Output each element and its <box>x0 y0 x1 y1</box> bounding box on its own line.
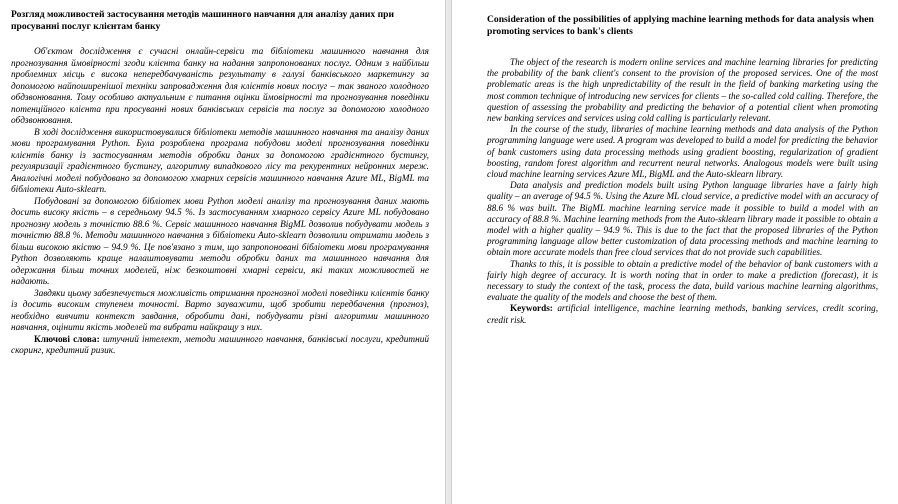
ukrainian-paragraph-3: Побудовані за допомогою бібліотек мови Python моделі аналізу та прогнозування даних мають досить високу якість – в середньому 94.5 %. Із застосуванням хмарного сервісу Azure ML побудовано прогнозну модель з точністю 88.6 %. Сервіс машинного навчання BigML дозволив побудувати модель з точністю 88.8 %. Методи машинного навчання з бібліотеки Auto-sklearn дозволили отримати модель з більш високою якістю – 94.9 %. Це пов'язано з тим, що запропоновані бібліотеки мови програмування Python дозволяють краще налаштовувати методи обробки даних та машинного навчання для одержання більш точних моделей, ніж безкоштовні хмарні сервіси, які таких можливостей не надають. <box>11 196 429 287</box>
english-paragraph-1: The object of the research is modern online services and machine learning libraries for predicting the probability of the bank client's consent to the provision of the proposed services. One of the most problematic areas is the high unpredictability of the result in the field of banking marketing using the most common technique of introducing new services for clients – the so-called cold calling. Therefore, the question of assessing the probability and predicting the behavior of a potential client when promoting new banking services and services using cold calling is particularly relevant. <box>487 57 878 124</box>
english-title: Consideration of the possibilities of applying machine learning methods for data analysis when promoting services to bank's clients <box>487 14 874 37</box>
english-keywords <box>487 303 878 325</box>
ukrainian-keywords <box>11 335 429 358</box>
english-abstract-page <box>452 0 898 504</box>
ukrainian-paragraph-1: Об'єктом дослідження є сучасні онлайн-сервіси та бібліотеки машинного навчання для прогнозування ймовірності згоди клієнта банку на надання запропонованих послуг. Одним з найбільш проблемних місць є висока непередбачуваність результату в галузі банківського маркетингу за допомогою найпоширенішої техніки запровадження для клієнтів нових послуг – так званого холодного обдзвонювання. Тому особливо актуальним є питання оцінки ймовірності та прогнозування поведінки потенційного клієнта при просуванні нових банківських сервісів та послуг за допомогою холодного обдзвонювання. <box>11 47 429 126</box>
english-keywords-label: Keywords: <box>510 303 553 314</box>
english-paragraph-2: In the course of the study, libraries of machine learning methods and data analysis of the Python programming language were used. A program was developed to build a model for predicting the behavior of bank customers using data processing methods using gradient boosting, regularization of gradient boosting, random forest algorithm and recurrent neural networks. Analogous models were built using cloud machine learning services Azure ML, BigML and the Auto-sklearn library. <box>487 124 878 180</box>
english-paragraph-4: Thanks to this, it is possible to obtain a predictive model of the behavior of bank customers with a fairly high degree of accuracy. It is worth noting that in order to make a prediction (forecast), it is necessary to study the context of the task, process the data, build various machine learning algorithms, evaluate the quality of the models and choose the best of them. <box>487 258 878 303</box>
ukrainian-abstract-page <box>0 0 445 504</box>
ukrainian-paragraph-4: Завдяки цьому забезпечується можливість отримання прогнозної моделі поведінки клієнтів банку із досить високим ступенем точності. Варто зауважити, щоб зробити передбачення (прогноз), необхідно вивчити контекст завдання, обробити дані, побудувати різні алгоритми машинного навчання, оцінити якість моделей та вибрати найкращу з них. <box>11 288 429 333</box>
ukrainian-title: Розгляд можливостей застосування методів машинного навчання для аналізу даних при просуванні послуг клієнтам банку <box>11 9 394 32</box>
ukrainian-paragraph-2: В ході дослідження використовувалися бібліотеки методів машинного навчання та аналізу даних мови програмування Python. Була розроблена програма побудови моделі прогнозування поведінки клієнтів банку із застосуванням методів обробки даних за допомогою градієнтного бустингу, регуляризації градієнтного бустингу, алгоритму випадкового лісу та рекурентних нейронних мереж. Аналогічні моделі побудовано за допомогою хмарних сервісів машинного навчання Azure ML, BigML та бібліотеки Auto-sklearn. <box>11 127 429 195</box>
english-keywords-list: artificial intelligence, machine learning methods, banking services, credit scoring, credit risk. <box>487 303 878 325</box>
ukrainian-keywords-label: Ключові слова: <box>34 334 100 345</box>
english-paragraph-3: Data analysis and prediction models built using Python language libraries have a fairly high quality – an average of 94.5 %. Using the Azure ML cloud service, a predictive model with an accuracy of 88.6 % was built. The BigML machine learning service made it possible to build a model with an accuracy of 88.8 %. Machine learning methods from the Auto-sklearn library made it possible to obtain a model with a higher quality – 94.9 %. This is due to the fact that the proposed libraries of the Python programming language allow better customization of data processing methods and machine learning to obtain more accurate models than free cloud services that do not provide such capabilities. <box>487 180 878 258</box>
page-divider <box>445 0 452 504</box>
ukrainian-keywords-list: штучний інтелект, методи машинного навчання, банківські послуги, кредитний скоринг, кредитний ризик. <box>11 334 430 356</box>
